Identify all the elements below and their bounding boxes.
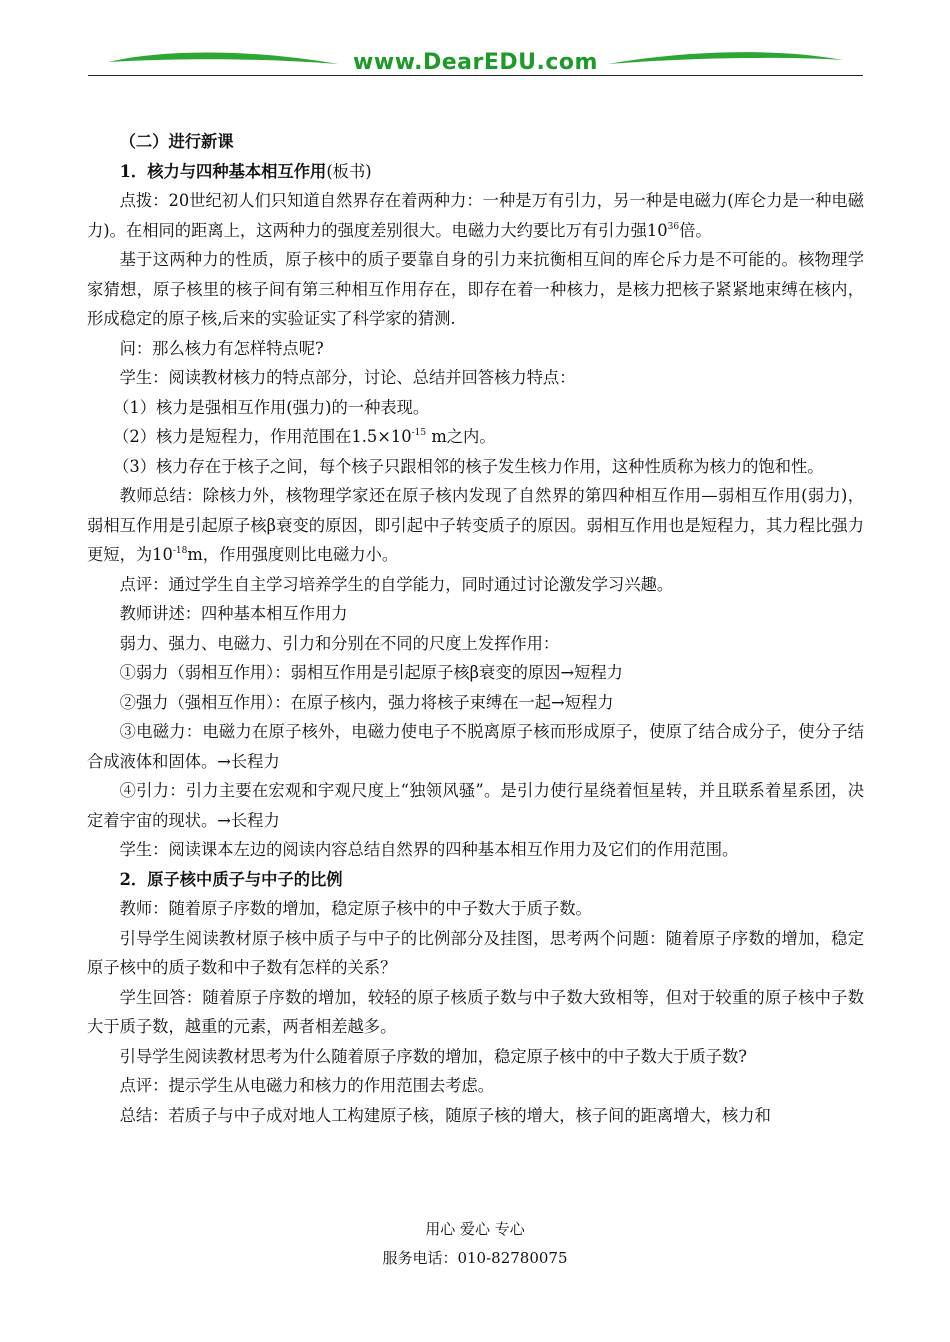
- list-item: ③电磁力：电磁力在原子核外，电磁力使电子不脱离原子核而形成原子，使原了结合成分子，使分子结合成液体和固体。→长程力: [87, 722, 864, 771]
- paragraph: 教师：随着原子序数的增加，稳定原子核中的中子数大于质子数。: [119, 899, 592, 918]
- subsection-heading: 2．原子核中质子与中子的比例: [119, 869, 343, 889]
- footer-slogan: 用心 爱心 专心: [425, 1220, 525, 1238]
- paragraph: 总结：若质子与中子成对地人工构建原子核，随原子核的增大，核子间的距离增大，核力和: [119, 1105, 771, 1125]
- paragraph: 弱力、强力、电磁力、引力和分别在不同的尺度上发挥作用：: [119, 633, 560, 653]
- paragraph: 基于这两种力的性质，原子核中的质子要靠自身的引力来抗衡相互间的库仑斥力是不可能的。核物理学家猜想，原子核里的核子间有第三种相互作用存在，即存在着一种核力，是核力把核子紧紧地束缚在核内，形成稳定的原子核,后来的实验证实了科学家的猜测.: [87, 250, 864, 328]
- paragraph: 学生：阅读课本左边的阅读内容总结自然界的四种基本相互作用力及它们的作用范围。: [119, 840, 739, 859]
- paragraph: 学生：阅读教材核力的特点部分，讨论、总结并回答核力特点：: [119, 368, 576, 387]
- subsection-heading: 1．核力与四种基本相互作用(板书): [119, 161, 372, 181]
- paragraph: 点拨：20世纪初人们只知道自然界存在着两种力：一种是万有引力，另一种是电磁力(库仑力是一种电磁力)。在相同的距离上，这两种力的强度差别很大。电磁力大约要比万有引力强$10^{36}$倍。: [87, 191, 864, 240]
- list-item: ④引力：引力主要在宏观和宇观尺度上“独领风骚”。是引力使行星绕着恒星转，并且联系着星系团，决定着宇宙的现状。→长程力: [87, 781, 864, 830]
- paragraph: 点评：提示学生从电磁力和核力的作用范围去考虑。: [119, 1076, 495, 1095]
- paragraph: 学生回答：随着原子序数的增加，较轻的原子核质子数与中子数大致相等，但对于较重的原子核中子数大于质子数，越重的元素，两者相差越多。: [87, 987, 864, 1036]
- paragraph: 引导学生阅读教材思考为什么随着原子序数的增加，稳定原子核中的中子数大于质子数?: [119, 1046, 748, 1066]
- site-logo[interactable]: www.DearEDU.com: [353, 50, 598, 75]
- list-item: ②强力（强相互作用）：在原子核内，强力将核子束缚在一起→短程力: [119, 692, 614, 712]
- paragraph: 教师总结：除核力外，核物理学家还在原子核内发现了自然界的第四种相互作用—弱相互作用(弱力)，弱相互作用是引起原子核β衰变的原因，即引起中子转变质子的原因。弱相互作用也是短程力，其力程比强力更短，为$10^{-18}m$，作用强度则比电磁力小。: [87, 486, 864, 564]
- paragraph: 引导学生阅读教材原子核中质子与中子的比例部分及挂图，思考两个问题：随着原子序数的增加，稳定原子核中的质子数和中子数有怎样的关系？: [87, 928, 864, 977]
- page-header: [88, 40, 863, 80]
- paragraph: 教师讲述：四种基本相互作用力: [119, 604, 348, 623]
- list-item: （1）核力是强相互作用(强力)的一种表现。: [113, 397, 430, 417]
- footer-phone: 服务电话：010-82780075: [382, 1249, 568, 1267]
- list-item: ①弱力（弱相互作用）：弱相互作用是引起原子核β衰变的原因→短程力: [119, 663, 623, 682]
- document-body: [87, 127, 864, 1130]
- list-item: （2）核力是短程力，作用范围在$1.5\times 10^{-15}$ m之内。: [113, 427, 496, 446]
- paragraph: 问：那么核力有怎样特点呢?: [119, 338, 324, 358]
- header-rule: [88, 75, 863, 76]
- section-heading: （二）进行新课: [119, 132, 234, 151]
- paragraph: 点评：通过学生自主学习培养学生的自学能力，同时通过讨论激发学习兴趣。: [119, 574, 674, 594]
- list-item: （3）核力存在于核子之间，每个核子只跟相邻的核子发生核力作用，这种性质称为核力的饱和性。: [113, 456, 824, 476]
